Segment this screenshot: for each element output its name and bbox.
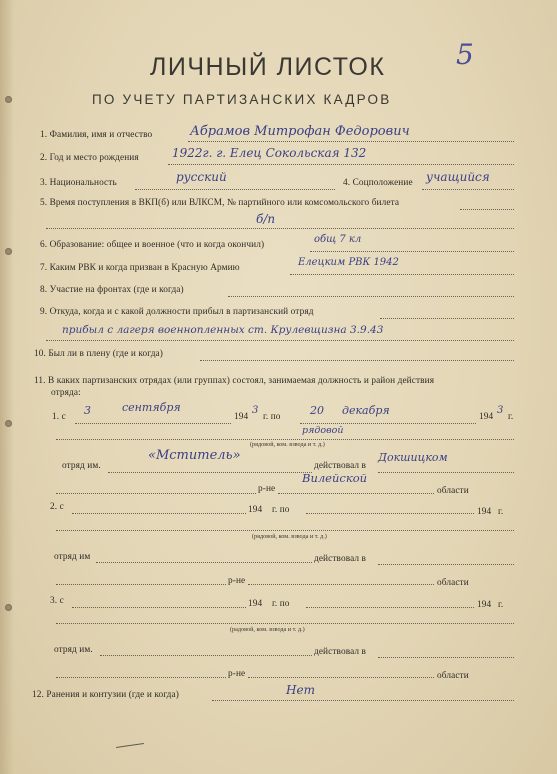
field-2-label: 2. Год и место рождения [40, 153, 139, 163]
block-1-year-suffix: 3 [252, 405, 259, 416]
field-12-value: Нет [286, 683, 315, 697]
block-1-month: сентября [122, 401, 181, 414]
field-9-line-b [46, 340, 514, 341]
field-7-value: Елецким РВК 1942 [298, 257, 399, 268]
field-10-label: 10. Был ли в плену (где и когда) [34, 349, 163, 359]
field-5-label: 5. Время поступления в ВКП(б) или ВЛКСМ, № партийного или комсомольского билета [40, 198, 400, 208]
block-2-acted-line [378, 564, 514, 565]
block-3-detachment-label: отряд им. [54, 645, 93, 655]
field-9-label: 9. Откуда, когда и с какой должности прибыл в партизанский отряд [40, 307, 314, 317]
block-2-to-line [306, 513, 474, 514]
field-7-line [290, 274, 514, 275]
block-3-num: 3. с [50, 596, 64, 606]
sheet-number: 5 [456, 38, 474, 71]
block-1-day: 3 [84, 404, 91, 417]
field-9-line-a [380, 318, 514, 319]
block-3-acted-line [378, 657, 514, 658]
block-2-position-caption: (рядовой, ком. взвода и т. д.) [252, 533, 327, 540]
block-3-position-line [56, 623, 514, 624]
block-3-until: г. по [272, 599, 290, 609]
block-1-position: рядовой [302, 425, 344, 436]
block-2-num: 2. с [50, 502, 64, 512]
field-3-label: 3. Национальность [40, 178, 117, 188]
block-2-year-label: г. [498, 507, 504, 517]
block-1-region-value: Вилейской [302, 471, 368, 485]
block-2-district-label: р-не [228, 576, 246, 586]
field-4-label: 4. Соцположение [343, 178, 413, 188]
block-1-year-to-prefix: 194 [479, 412, 494, 422]
field-1-value: Абрамов Митрофан Федорович [190, 124, 410, 139]
field-1-line [188, 141, 514, 142]
field-5-line-a [460, 209, 514, 210]
block-3-region-label: области [437, 671, 469, 681]
block-1-district-line [56, 493, 256, 494]
block-3-district-line [56, 677, 226, 678]
block-2-region-label: области [437, 578, 469, 588]
field-10-line [200, 360, 514, 361]
field-8-label: 8. Участие на фронтах (где и когда) [40, 285, 184, 295]
field-7-label: 7. Каким РВК и когда призван в Красную Армию [40, 263, 240, 273]
field-9-value: прибыл с лагеря военнопленных ст. Крулевщизна 3.9.43 [62, 324, 384, 336]
field-2-line [168, 164, 514, 165]
block-3-position-caption: (радовой, ком. взвода и т. д.) [230, 626, 305, 633]
form-subtitle: ПО УЧЕТУ ПАРТИЗАНСКИХ КАДРОВ [92, 92, 392, 107]
block-1-num: 1. с [52, 412, 66, 422]
field-11-label: 11. В каких партизанских отрядах (или группах) состоял, занимаемая должность и район действия [34, 376, 435, 386]
block-2-district-line [56, 584, 226, 585]
block-3-district-label: р-не [228, 669, 246, 679]
field-1-label: 1. Фамилия, имя и отчество [40, 130, 153, 140]
block-1-district-label: р-не [258, 484, 276, 494]
field-5-line-b [46, 228, 514, 229]
block-1-from-line [75, 423, 231, 424]
block-3-year-prefix: 194 [248, 599, 263, 609]
field-6-value: общ 7 кл [314, 234, 362, 245]
block-2-acted-label: действовал в [314, 554, 367, 564]
binding-hole [5, 96, 12, 103]
block-1-acted-value: Докшицком [378, 451, 448, 464]
field-3-line [135, 189, 335, 190]
field-6-line [310, 251, 514, 252]
block-1-detachment-line [108, 472, 312, 473]
field-4-value: учащийся [426, 170, 490, 184]
block-1-day-to: 20 [310, 404, 324, 417]
field-8-line [228, 296, 514, 297]
block-1-year-label: г. [508, 412, 514, 422]
block-2-from-line [72, 513, 246, 514]
form-title: ЛИЧНЫЙ ЛИСТОК [150, 53, 386, 81]
block-1-acted-label: действовал в [314, 461, 367, 471]
block-1-region-label: области [437, 486, 469, 496]
block-3-region-line [248, 677, 434, 678]
block-1-year-prefix: 194 [234, 412, 249, 422]
block-1-position-line [56, 439, 514, 440]
block-2-year-to-prefix: 194 [477, 507, 492, 517]
block-1-year-to-suffix: 3 [497, 405, 504, 416]
block-3-to-line [306, 607, 474, 608]
stray-pen-mark [116, 743, 144, 748]
field-12-label: 12. Ранения и контузии (где и когда) [32, 690, 179, 700]
binding-hole [5, 420, 12, 427]
field-4-line [422, 189, 514, 190]
block-1-detachment-value: «Мститель» [148, 448, 241, 463]
field-6-label: 6. Образование: общее и военное (что и когда окончил) [40, 240, 265, 250]
field-2-value: 1922г. г. Елец Сокольская 132 [172, 146, 367, 160]
block-2-detachment-label: отряд им [54, 552, 91, 562]
block-3-year-to-prefix: 194 [477, 600, 492, 610]
block-3-year-label: г. [498, 600, 504, 610]
block-1-detachment-label: отряд им. [62, 461, 101, 471]
block-3-acted-label: действовал в [314, 647, 367, 657]
block-1-acted-line [378, 472, 514, 473]
block-2-position-line [56, 530, 514, 531]
field-5-value: б/п [256, 212, 276, 226]
block-1-month-to: декабря [342, 404, 390, 417]
binding-hole [5, 248, 12, 255]
block-2-until: г. по [272, 505, 290, 515]
block-1-to-line [300, 423, 476, 424]
paper-edge-shadow [0, 0, 14, 774]
field-11-label-cont: отряда: [51, 388, 81, 398]
field-12-line [212, 700, 514, 701]
field-3-value: русский [176, 170, 227, 184]
binding-hole [5, 604, 12, 611]
block-3-from-line [72, 607, 246, 608]
block-2-region-line [248, 584, 434, 585]
block-1-until: г. по [263, 412, 281, 422]
block-1-position-caption: (рядовой, ком. взвода и т. д.) [250, 441, 325, 448]
block-3-detachment-line [100, 655, 312, 656]
block-1-region-line [278, 493, 434, 494]
block-2-year-prefix: 194 [248, 505, 263, 515]
block-2-detachment-line [96, 562, 312, 563]
